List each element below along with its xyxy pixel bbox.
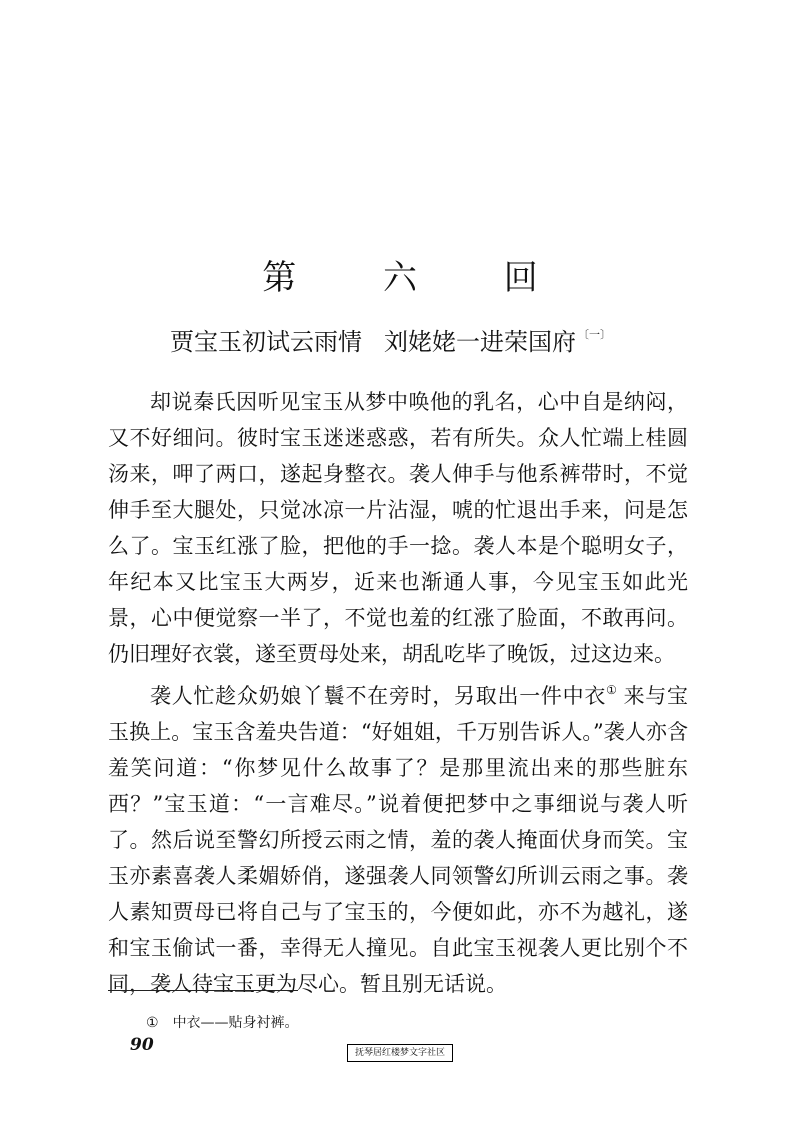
chapter-subtitle: [170, 322, 690, 357]
paragraph-2-after-note: 来与宝玉换上。宝玉含羞央告道：“好姐姐，千万别告诉人。”袭人亦含羞笑问道：“你梦见什么故事了？是那里流出来的那些脏东西？”宝玉道：“一言难尽。”说着便把梦中之事细说与袭人听了。然后说至警幻所授云雨之情，羞的袭人掩面伏身而笑。宝玉亦素喜袭人柔媚娇俏，遂强袭人同领警幻所训云雨之事。袭人素知贾母已将自己与了宝玉的，今便如此，亦不为越礼，遂和宝玉偷试一番，幸得无人撞见。自此宝玉视袭人更比别个不同，袭人待宝玉更为尽心。暂且别无话说。: [108, 684, 688, 996]
footnote-mark: ①: [146, 1015, 159, 1031]
chapter-title: 第 六 回: [262, 258, 576, 298]
footnote-divider: [108, 990, 298, 991]
subtitle-part-1: 贾宝玉初试云雨情: [170, 328, 362, 356]
watermark-stamp: 抚琴居红楼梦文字社区: [347, 1044, 453, 1062]
subtitle-note-mark: 〔一〕: [578, 328, 611, 341]
body-text: [108, 384, 688, 1002]
subtitle-part-2: 刘姥姥一进荣国府: [384, 328, 576, 356]
footnote-text: 中衣——贴身衬裤。: [172, 1015, 299, 1031]
page-number: 90: [130, 1035, 154, 1055]
footnote: [146, 1012, 299, 1032]
paragraph-1: 却说秦氏因听见宝玉从梦中唤他的乳名，心中自是纳闷，又不好细问。彼时宝玉迷迷惑惑，若有所失。众人忙端上桂圆汤来，呷了两口，遂起身整衣。袭人伸手与他系裤带时，不觉伸手至大腿处，只觉冰凉一片沾湿，唬的忙退出手来，问是怎么了。宝玉红涨了脸，把他的手一捻。袭人本是个聪明女子，年纪本又比宝玉大两岁，近来也渐通人事，今见宝玉如此光景，心中便觉察一半了，不觉也羞的红涨了脸面，不敢再问。仍旧理好衣裳，遂至贾母处来，胡乱吃毕了晚饭，过这边来。: [108, 390, 688, 666]
paragraph-2: [108, 672, 688, 1002]
footnote-reference[interactable]: ①: [606, 683, 618, 697]
paragraph-2-before-note: 袭人忙趁众奶娘丫鬟不在旁时，另取出一件中衣: [150, 684, 607, 708]
